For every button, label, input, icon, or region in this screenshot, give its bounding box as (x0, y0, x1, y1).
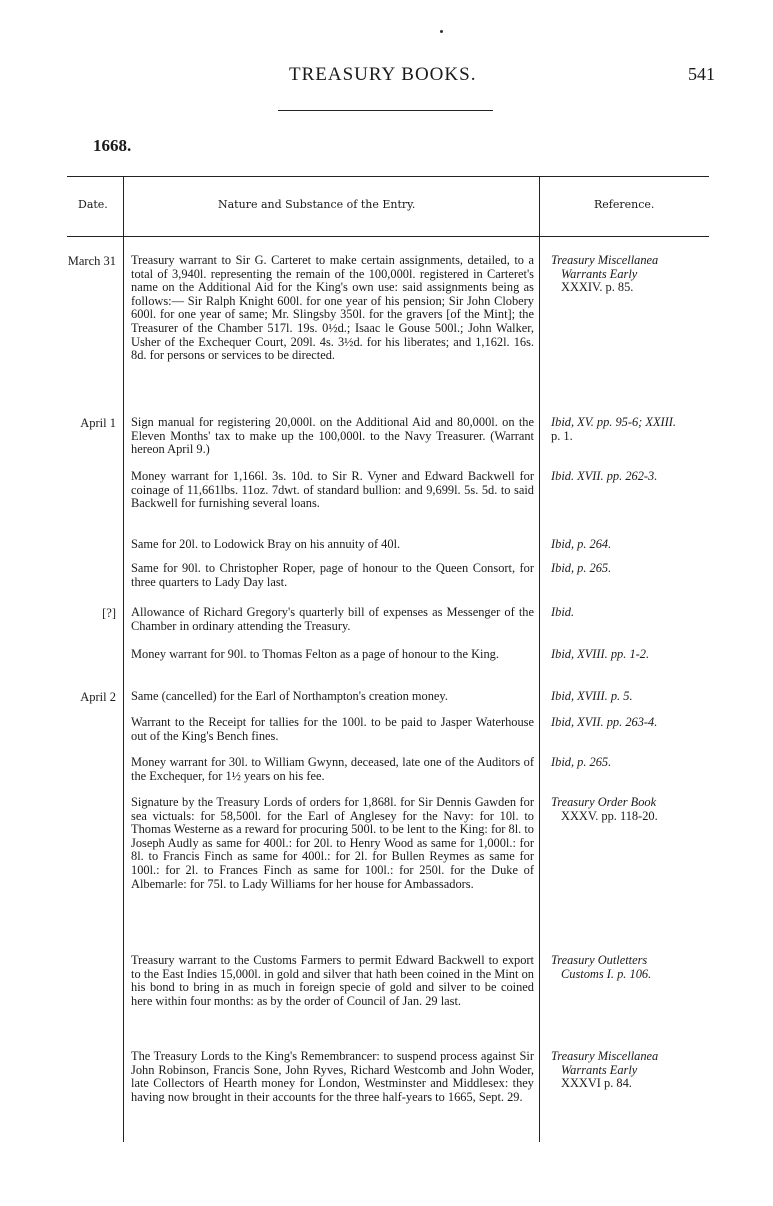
reference-line: Ibid, p. 265. (551, 561, 612, 575)
reference-line: Warrants Early (561, 1062, 638, 1077)
column-header-date: Date. (78, 198, 108, 211)
reference-line: Treasury Miscellanea (551, 1049, 659, 1063)
entry-text: Money warrant for 30l. to William Gwynn, deceased, late one of the Auditors of the Exchequer, for 1½ years on his fee. (131, 755, 534, 783)
entry-text: Signature by the Treasury Lords of orders for 1,868l. for Sir Dennis Gawden for sea victuals: for 58,500l. for the Earl of Anglesey for the Navy: for 10l. to Thomas Westerne as a reward for procuring 500l. to be lent to the King: for 8l. to Joseph Audly as same for 400l.: for 20l. to Henry Wood as same for 1,000l.: for 8l. to Francis Finch as same for 400l.: for 2l. for Bullen Reymes as same for 100l.: for 2l. to Frances Finch as same for 100l.: for 250l. for the Duke of Albemarle: for 75l. to Lady Williams for her house for Ambassadors. (131, 795, 534, 891)
reference-line: Ibid, XV. pp. 95-6; XXIII. (551, 415, 677, 429)
reference-line: XXXV. pp. 118-20. (561, 808, 658, 823)
reference-line: Ibid, p. 265. (551, 755, 612, 769)
running-head (0, 64, 773, 88)
column-header-nature: Nature and Substance of the Entry. (218, 198, 416, 211)
entry-reference (551, 796, 726, 823)
entry-date: March 31 (67, 254, 116, 268)
reference-line: XXXIV. p. 85. (561, 280, 634, 295)
entry-text: Money warrant for 1,166l. 3s. 10d. to Sir R. Vyner and Edward Backwell for coinage of 11,661lbs. 11oz. 7dwt. of standard bullion: and 9,699l. 5s. 5d. to said Backwell for furnishing several loans. (131, 469, 534, 511)
reference-line: Warrants Early (561, 266, 638, 281)
reference-line: Treasury Outletters (551, 953, 648, 967)
entry-reference (551, 716, 726, 730)
reference-line: Ibid. XVII. pp. 262-3. (551, 469, 658, 483)
entry-reference (551, 648, 726, 662)
reference-line: Treasury Miscellanea (551, 253, 659, 267)
reference-line: Treasury Order Book (551, 795, 657, 809)
entry-text: Sign manual for registering 20,000l. on the Additional Aid and 80,000l. on the Eleven Months' tax to make up the 100,000l. to the Navy Treasurer. (Warrant hereon April 9.) (131, 415, 534, 457)
reference-line: Ibid, p. 264. (551, 537, 612, 551)
entry-text: Warrant to the Receipt for tallies for the 100l. to be paid to Jasper Waterhouse out of the King's Bench fines. (131, 715, 534, 743)
entry-text: Allowance of Richard Gregory's quarterly bill of expenses as Messenger of the Chamber in ordinary attending the Treasury. (131, 605, 534, 633)
entry-date: April 2 (80, 690, 116, 704)
entry-reference (551, 254, 726, 295)
reference-line: Customs I. p. 106. (561, 966, 652, 981)
entry-reference (551, 954, 726, 981)
entry-reference (551, 1050, 726, 1091)
running-title: TREASURY BOOKS. (289, 64, 477, 85)
page-number: 541 (688, 64, 715, 84)
entry-text: Money warrant for 90l. to Thomas Felton as a page of honour to the King. (131, 647, 499, 661)
column-divider-date (123, 176, 124, 1142)
reference-line: Ibid, XVIII. pp. 1-2. (551, 647, 650, 661)
entry-date: April 1 (80, 416, 116, 430)
year-heading: 1668. (93, 136, 132, 155)
table-header-rule (67, 236, 709, 237)
reference-line: XXXVI p. 84. (561, 1076, 632, 1091)
entry-text: Treasury warrant to Sir G. Carteret to make certain assignments, detailed, to a total of 3,940l. representing the remain of the 100,000l. registered in Carteret's name on the Additional Aid for the King's own use: said assignments being as follows:— Sir Ralph Knight 600l. for one year of his pension; Sir John Clobery 600l. for one year of same; Mr. Slingsby 350l. for the gravers [of the Mint]; the Treasurer of the Chamber 517l. 19s. 0½d.; Isaac le Gouse 500l.; John Walker, Usher of the Exchequer Court, 209l. 4s. 3½d. for his liberates; and 1,162l. 16s. 8d. for persons or services to be directed. (131, 253, 534, 363)
column-divider-reference (539, 176, 540, 1142)
entry-reference (551, 416, 726, 443)
head-rule (278, 110, 493, 111)
entry-date: [?] (102, 606, 116, 620)
ink-dot (440, 30, 443, 33)
entry-reference (551, 470, 726, 484)
entry-reference (551, 606, 726, 620)
reference-line: p. 1. (551, 428, 573, 443)
entry-text: The Treasury Lords to the King's Remembrancer: to suspend process against Sir John Robinson, Francis Sone, John Ryves, Richard Westcomb and John Woder, late Collectors of Hearth money for London, Westminster and Middlesex: they having now brought in their accounts for the three half-years to 1665, Sept. 29. (131, 1049, 534, 1104)
table-top-rule (67, 176, 709, 177)
column-header-reference: Reference. (594, 198, 655, 211)
entry-reference (551, 756, 726, 770)
entry-text: Same for 90l. to Christopher Roper, page of honour to the Queen Consort, for three quarters to Lady Day last. (131, 561, 534, 589)
reference-line: Ibid. (551, 605, 575, 619)
entry-text: Same (cancelled) for the Earl of Northampton's creation money. (131, 689, 448, 703)
entry-reference (551, 538, 726, 552)
reference-line: Ibid, XVII. pp. 263-4. (551, 715, 658, 729)
entry-reference (551, 562, 726, 576)
entry-text: Treasury warrant to the Customs Farmers to permit Edward Backwell to export to the East Indies 15,000l. in gold and silver that hath been coined in the Mint on his bond to bring in as much in foreign specie of gold and silver to be coined here within four months: as by the order of Council of Jan. 29 last. (131, 953, 534, 1008)
entry-reference (551, 690, 726, 704)
entry-text: Same for 20l. to Lodowick Bray on his annuity of 40l. (131, 537, 401, 551)
reference-line: Ibid, XVIII. p. 5. (551, 689, 633, 703)
